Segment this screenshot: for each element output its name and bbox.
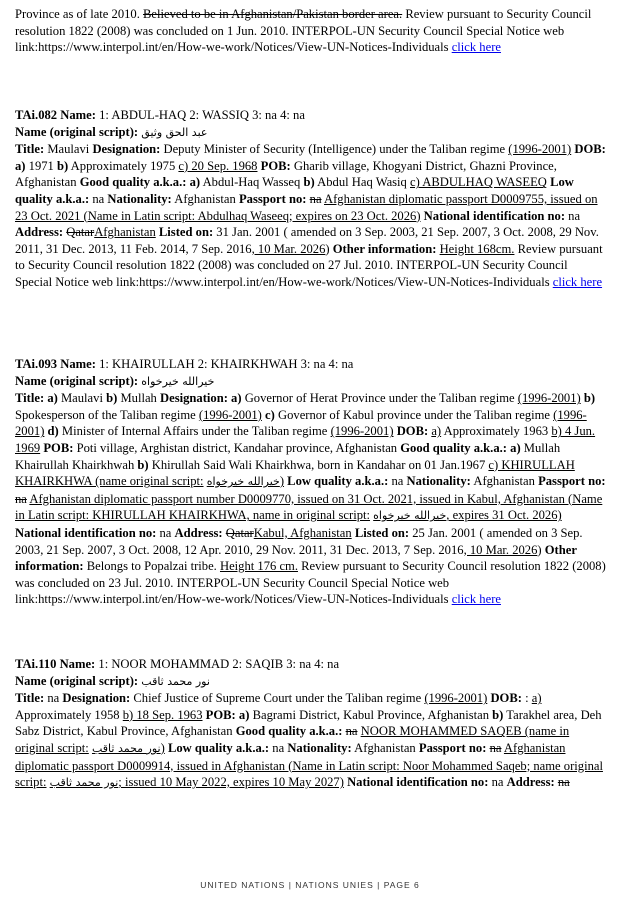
other-info-value: Review pursuant to Security Council resolution 1822 (2008) was concluded on 27 Jul. 2010. INTERPOL-UN Security Council Special Notice web link:https://www.interpol.int/en/How-we-work/Notices/View-UN-Notices-Individuals xyxy=(15,241,603,289)
address-label: Address: xyxy=(15,225,64,240)
dob-b-marker: b) xyxy=(57,158,69,173)
entry-id: TAi.110 xyxy=(15,657,57,671)
dob-a-value: Approximately 1958 xyxy=(15,707,120,722)
page-footer: UNITED NATIONS | NATIONS UNIES | PAGE 6 xyxy=(200,880,420,890)
listed-on-value: 31 Jan. 2001 ( amended on 3 Sep. 2003, 21 Sep. 2007, 3 Oct. 2008, 29 Nov. 2011, 31 Dec. 2013, 11 Feb. 2014, 7 Sep. 2016 xyxy=(15,225,599,256)
address-amended: Kabul, Afghanistan xyxy=(253,525,352,540)
address-deleted: Qatar xyxy=(66,225,95,240)
designation-b-marker: b) xyxy=(583,391,596,406)
designation-label: Designation: xyxy=(160,391,228,406)
title-label: Title: xyxy=(15,142,45,157)
tai-082-click-here-link[interactable]: click here xyxy=(552,274,603,289)
other-info-label: Other information: xyxy=(332,241,437,256)
national-id-value: na xyxy=(568,208,581,223)
low-quality-value: na xyxy=(272,740,285,755)
national-id-value: na xyxy=(159,525,172,540)
listed-on-amended: , 10 Mar. 2026 xyxy=(463,542,538,557)
designation-label: Designation: xyxy=(62,691,131,706)
pob-a-value: Bagrami District, Kabul Province, Afghanistan xyxy=(252,707,490,722)
low-quality-label: Low quality a.k.a.: xyxy=(287,474,389,489)
entry-tai-110 xyxy=(15,656,607,792)
address-label: Address: xyxy=(506,775,555,790)
title-label: Title: xyxy=(15,391,45,406)
entry-name: 1: ABDUL-HAQ 2: WASSIQ 3: na 4: na xyxy=(99,108,305,122)
passport-amended-end: ; issued 10 May 2022, expires 10 May 2027) xyxy=(118,775,344,790)
original-script-label: Name (original script): xyxy=(15,673,139,688)
listed-on-close: ) xyxy=(325,241,330,256)
passport-label: Passport no: xyxy=(238,191,307,206)
dob-a-marker: a) xyxy=(15,158,26,173)
entry-id: TAi.082 xyxy=(15,108,58,122)
low-quality-value: na xyxy=(92,191,105,206)
designation-a-marker: a) xyxy=(231,391,242,406)
gq-b-value: Khirullah Said Wali Khairkhwa, born in Kandahar on 01 Jan.1967 xyxy=(151,457,486,472)
nationality-value: Afghanistan xyxy=(174,191,236,206)
designation-d-value: Minister of Internal Affairs under the Taliban regime xyxy=(61,424,328,439)
other-info-label: Other information: xyxy=(15,542,577,574)
title-b-value: Mullah xyxy=(120,391,157,406)
original-script-name: نور محمد ثاقب xyxy=(141,674,210,688)
gq-a-value: Mullah Khairullah Khairkhwah xyxy=(15,440,561,472)
designation-label: Designation: xyxy=(92,142,161,157)
intro-click-here-link[interactable]: click here xyxy=(451,40,501,55)
pob-value: Gharib village, Khogyani District, Ghazni Province, Afghanistan xyxy=(15,158,557,190)
designation-b-amended: (1996-2001) xyxy=(198,407,262,422)
designation-d-amended: (1996-2001) xyxy=(330,424,394,439)
other-info-amended: Height 176 cm. xyxy=(219,559,298,574)
pob-label: POB: xyxy=(43,440,74,455)
nationality-value: Afghanistan xyxy=(473,474,535,489)
intro-paragraph xyxy=(15,6,607,56)
national-id-label: National identification no: xyxy=(423,208,566,223)
name-label: Name: xyxy=(60,357,96,371)
passport-amended: Afghanistan diplomatic passport D0009914, issued in Afghanistan (Name in Latin script: Noor Mohammed Saqeb; name original script: xyxy=(15,740,603,790)
address-deleted: na xyxy=(557,775,570,790)
dob-b-amended: b) 18 Sep. 1963 xyxy=(122,707,203,722)
passport-deleted: na xyxy=(309,191,322,206)
gq-b-marker: b) xyxy=(137,457,149,472)
good-quality-label: Good quality a.k.a.: xyxy=(400,440,507,455)
gq-c-original-script: خيرالله خيرخواه xyxy=(206,475,280,489)
title-a-value: Maulavi xyxy=(60,391,103,406)
designation-value: Chief Justice of Supreme Court under the Taliban regime xyxy=(133,691,422,706)
original-script-label: Name (original script): xyxy=(15,373,139,388)
low-quality-label: Low quality a.k.a.: xyxy=(167,740,270,755)
title-value: Maulavi xyxy=(47,142,90,157)
pob-b-marker: b) xyxy=(492,707,504,722)
other-info-tribe: Belongs to Popalzai tribe. xyxy=(86,559,220,574)
name-label: Name: xyxy=(59,657,96,671)
nationality-label: Nationality: xyxy=(287,740,352,755)
nationality-value: Afghanistan xyxy=(354,740,416,755)
dob-b-value: Approximately 1975 xyxy=(70,158,176,173)
gq-b-marker: b) xyxy=(303,175,315,190)
gq-original-script: نور محمد ثاقب xyxy=(91,741,161,755)
gq-b-value: Abdul Haq Wasiq xyxy=(317,175,407,190)
address-label: Address: xyxy=(174,525,223,540)
good-quality-label: Good quality a.k.a.: xyxy=(235,724,343,739)
listed-on-value: 25 Jan. 2001 ( amended on 3 Sep. 2003, 21 Sep. 2007, 3 Oct. 2008, 12 Apr. 2010, 29 Nov. 2011, 31 Dec. 2013, 7 Sep. 2016 xyxy=(15,525,583,557)
pob-b-value: Tarakhel area, Deh Sabz District, Kabul Province, Afghanistan xyxy=(15,707,602,739)
entry-tai-093 xyxy=(15,356,607,608)
address-deleted: Qatar xyxy=(225,525,254,540)
passport-amended-end: , expires 31 Oct. 2026) xyxy=(446,508,562,523)
passport-original-script: خيرالله خيرخواه xyxy=(373,509,447,523)
dob-a-value: Approximately 1963 xyxy=(443,424,549,439)
listed-on-amended: , 10 Mar. 2026 xyxy=(251,241,326,256)
address-amended: Afghanistan xyxy=(94,225,156,240)
entry-name: 1: KHAIRULLAH 2: KHAIRKHWAH 3: na 4: na xyxy=(99,357,354,371)
nationality-label: Nationality: xyxy=(406,474,471,489)
gq-a-marker: a) xyxy=(510,440,521,455)
original-script-label: Name (original script): xyxy=(15,124,139,139)
designation-d-marker: d) xyxy=(47,424,59,439)
designation-c-amended: (1996-2001) xyxy=(15,407,587,439)
designation-value: Deputy Minister of Security (Intelligence) under the Taliban regime xyxy=(163,142,506,157)
dob-label: DOB: xyxy=(396,424,429,439)
entry-name: 1: NOOR MOHAMMAD 2: SAQIB 3: na 4: na xyxy=(98,657,340,671)
dob-c-amended: c) 20 Sep. 1968 xyxy=(178,158,258,173)
pob-label: POB: xyxy=(205,707,236,722)
other-info-value: Review pursuant to Security Council resolution 1822 (2008) was concluded on 23 Jul. 2010. INTERPOL-UN Security Council Special Notice web link:https://www.interpol.int/en/How-we-work/Notices/View-UN-Notices-Individuals xyxy=(15,559,606,607)
good-quality-label: Good quality a.k.a.: xyxy=(79,175,187,190)
dob-label: DOB: xyxy=(574,142,606,157)
gq-c-amended: c) KHIRULLAH KHAIRKHWA (name original script: xyxy=(15,457,575,489)
low-quality-label: Low quality a.k.a.: xyxy=(15,175,574,206)
designation-c-value: Governor of Kabul province under the Taliban regime xyxy=(278,407,551,422)
passport-original-script: نور محمد ثاقب xyxy=(49,776,119,790)
dob-a-value: 1971 xyxy=(28,158,54,173)
gq-c-amended: c) ABDULHAQ WASEEQ xyxy=(410,175,547,190)
gq-deleted: na xyxy=(345,724,358,739)
entry-tai-082 xyxy=(15,107,607,291)
passport-deleted: na xyxy=(15,491,27,506)
intro-text: Province as of late 2010. xyxy=(15,7,144,21)
dob-separator: : xyxy=(525,691,529,706)
gq-a-value: Abdul-Haq Wasseq xyxy=(202,175,301,190)
passport-label: Passport no: xyxy=(538,474,606,489)
passport-amended: Afghanistan diplomatic passport D0009755, issued on 23 Oct. 2021 (Name in Latin script: Abdulhaq Waseeq; expires on 23 Oct. 2026) xyxy=(15,191,598,223)
listed-on-label: Listed on: xyxy=(158,225,214,240)
national-id-value: na xyxy=(491,775,504,790)
dob-label: DOB: xyxy=(490,691,522,706)
passport-label: Passport no: xyxy=(418,740,487,755)
pob-label: POB: xyxy=(260,158,291,173)
title-value: na xyxy=(47,691,60,706)
intro-review-text: Review pursuant to Security Council resolution 1822 (2008) was concluded on 1 Jun. 2010. INTERPOL-UN Security Council Special Notice web link:https://www.interpol.int/en/How-we-work/Notices/View-UN-Notices-Individuals xyxy=(15,7,592,55)
tai-093-click-here-link[interactable]: click here xyxy=(451,592,501,607)
listed-on-label: Listed on: xyxy=(354,525,410,540)
dob-a-marker: a) xyxy=(531,691,542,706)
title-b-marker: b) xyxy=(106,391,118,406)
intro-deleted-text: Believed to be in Afghanistan/Pakistan border area. xyxy=(143,7,403,21)
dob-b-amended: b) 4 Jun. 1969 xyxy=(15,424,596,455)
entry-id: TAi.093 xyxy=(15,357,58,371)
designation-a-value: Governor of Herat Province under the Taliban regime xyxy=(244,391,515,406)
passport-amended: Afghanistan diplomatic passport number D0009770, issued on 31 Oct. 2021, issued in Kabul, Afghanistan (Name in Latin script: KHIRULLAH KHAIRKHWA, name in original script: xyxy=(15,491,603,523)
dob-a-marker: a) xyxy=(431,424,442,439)
nationality-label: Nationality: xyxy=(107,191,172,206)
other-info-amended: Height 168cm. xyxy=(439,241,515,256)
national-id-label: National identification no: xyxy=(347,775,489,790)
national-id-label: National identification no: xyxy=(15,525,157,540)
title-a-marker: a) xyxy=(47,391,58,406)
listed-on-close: ) xyxy=(537,542,542,557)
passport-deleted: na xyxy=(489,740,502,755)
designation-a-amended: (1996-2001) xyxy=(517,391,581,406)
pob-a-marker: a) xyxy=(238,707,250,722)
gq-close: ) xyxy=(160,740,165,755)
designation-c-marker: c) xyxy=(265,407,275,422)
title-label: Title: xyxy=(15,691,45,706)
original-script-name: عبد الحق وثيق xyxy=(141,125,208,139)
gq-c-close: ) xyxy=(279,474,285,489)
name-label: Name: xyxy=(60,108,96,122)
pob-value: Poti village, Arghistan district, Kandahar province, Afghanistan xyxy=(76,440,398,455)
gq-amended: NOOR MOHAMMED SAQEB (name in original script: xyxy=(15,724,570,755)
designation-amended: (1996-2001) xyxy=(508,142,572,157)
low-quality-value: na xyxy=(391,474,404,489)
original-script-name: خيرالله خيرخواه xyxy=(141,374,215,388)
designation-b-value: Spokesperson of the Taliban regime xyxy=(15,407,196,422)
gq-a-marker: a) xyxy=(189,175,201,190)
designation-amended: (1996-2001) xyxy=(424,691,488,706)
